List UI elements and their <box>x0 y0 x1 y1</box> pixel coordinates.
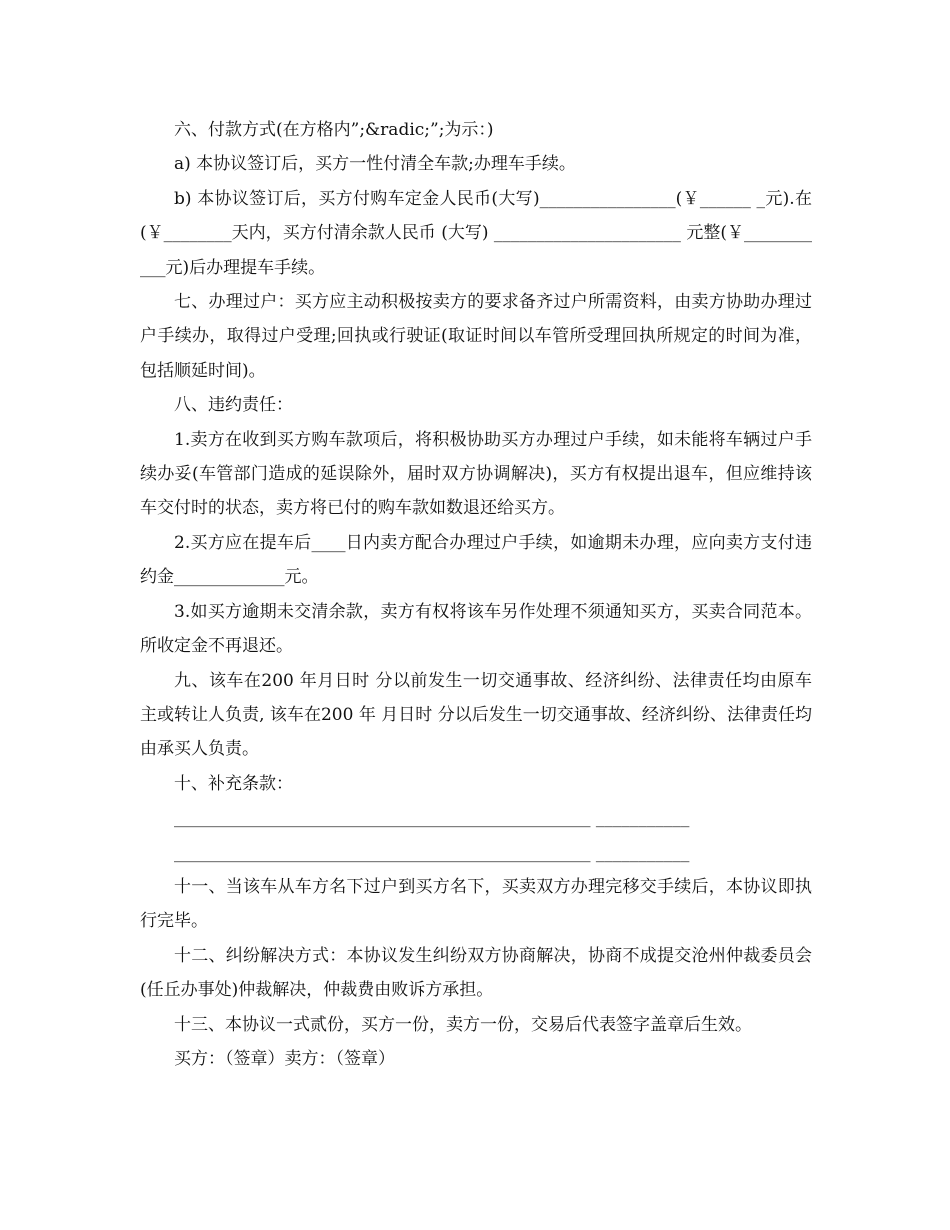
liability-clause-3: 3.如买方逾期未交清余款，卖方有权将该车另作处理不须通知买方，买卖合同范本。所收定金不再退还。 <box>140 601 812 657</box>
liability-clause-1: 1.卖方在收到买方购车款项后，将积极协助买方办理过户手续，如未能将车辆过户手续办妥(车管部门造成的延误除外，届时双方协调解决)，买方有权提出退车，但应维持该车交付时的状态，卖方将已付的购车款如数退还给买方。 <box>140 429 812 519</box>
section-11-completion: 十一、当该车从车方名下过户到买方名下，买卖双方办理完移交手续后，本协议即执行完毕。 <box>140 876 812 932</box>
section-12-dispute: 十二、纠纷解决方式：本协议发生纠纷双方协商解决，协商不成提交沧州仲裁委员会(任丘办事处)仲裁解决，仲裁费由败诉方承担。 <box>140 945 812 1001</box>
signature-line: 买方：（签章）卖方：（签章） <box>174 1048 395 1069</box>
section-13-copies: 十三、本协议一式贰份，买方一份，卖方一份，交易后代表签字盖章后生效。 <box>174 1014 752 1035</box>
payment-option-b: b) 本协议签订后，买方付购车定金人民币(大写)________________(￥______ _元).在(￥________天内，买方付清余款人民币 (大写) ______________________ 元整(￥___________元)后办理提车手续。 <box>140 188 812 278</box>
payment-option-a: a) 本协议签订后，买方一性付清全车款;办理车手续。 <box>174 154 576 175</box>
supplementary-blank-line-2: _________________________________________________ ___________ <box>174 842 690 863</box>
document-body <box>140 113 812 1076</box>
section-7-transfer: 七、办理过户：买方应主动积极按卖方的要求备齐过户所需资料，由卖方协助办理过户手续办，取得过户受理;回执或行驶证(取证时间以车管所受理回执所规定的时间为准，包括顺延时间)。 <box>140 292 812 381</box>
liability-clause-2: 2.买方应在提车后____日内卖方配合办理过户手续，如逾期未办理，应向卖方支付违约金_____________元。 <box>140 532 812 588</box>
section-6-heading: 六、付款方式(在方格内”;&radic;”;为示：) <box>174 120 494 140</box>
supplementary-blank-line-1: _________________________________________________ ___________ <box>174 808 690 829</box>
section-9-responsibility: 九、该车在200 年月日时 分以前发生一切交通事故、经济纠纷、法律责任均由原车主或转让人负责, 该车在200 年 月日时 分以后发生一切交通事故、经济纠纷、法律责任均由承买人负责。 <box>140 670 812 760</box>
section-10-heading: 十、补充条款： <box>174 773 293 794</box>
section-8-heading: 八、违约责任： <box>174 395 293 416</box>
